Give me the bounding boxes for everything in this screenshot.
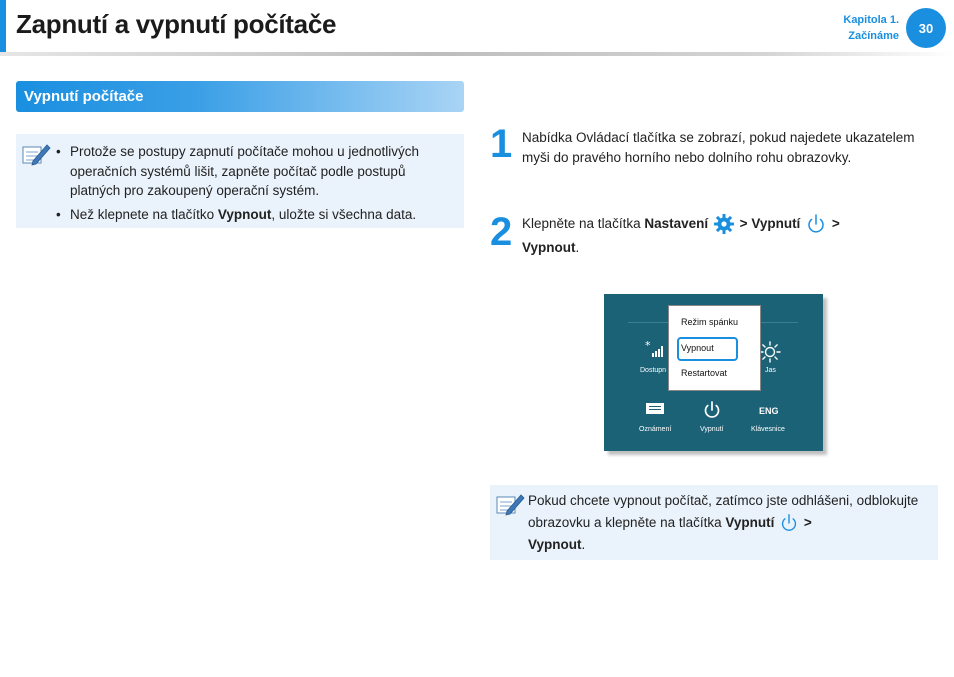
menu-item-sleep[interactable]: Režim spánku <box>681 317 739 327</box>
chapter-number: Kapitola 1. <box>843 14 899 26</box>
menu-item-shutdown[interactable]: Vypnout <box>681 343 714 353</box>
note-pencil-icon <box>495 491 525 517</box>
note-box <box>16 134 464 228</box>
panel-label-network: Dostupn <box>640 367 667 374</box>
panel-label-keyboard: Klávesnice <box>751 426 785 433</box>
step-text: Nabídka Ovládací tlačítka se zobrazí, pokud najedete ukazatelem myši do pravého horního nebo dolního rohu obrazovky. <box>522 130 915 165</box>
header-divider <box>0 52 954 56</box>
chapter-label <box>843 12 899 44</box>
note-box <box>490 485 938 560</box>
note-item: • Než klepnete na tlačítko Vypnout, uložte si všechna data. <box>56 205 456 225</box>
section-heading-bar <box>16 81 464 112</box>
gear-icon <box>712 212 736 236</box>
note-item: • Protože se postupy zapnutí počítače mohou u jednotlivých operačních systémů lišit, zapněte počítač podle postupů platných pro zakoupený operační systém. <box>56 142 456 201</box>
power-icon <box>778 512 800 534</box>
panel-label-notifications: Oznámení <box>639 426 672 433</box>
page-number-badge: 30 <box>906 8 946 48</box>
svg-text:*: * <box>645 340 651 352</box>
keyboard-language-code: ENG <box>759 406 779 416</box>
power-menu-popup <box>668 305 761 391</box>
notifications-icon <box>646 403 664 417</box>
panel-label-brightness: Jas <box>765 367 776 374</box>
network-icon <box>645 340 667 358</box>
brightness-icon <box>759 341 781 363</box>
page-title: Zapnutí a vypnutí počítače <box>16 9 337 39</box>
chapter-name: Začínáme <box>848 30 899 42</box>
panel-label-power: Vypnutí <box>700 426 724 433</box>
section-heading: Vypnutí počítače <box>24 88 144 105</box>
step-text: Klepněte na tlačítka Nastavení > Vypnutí > Vypnout. <box>522 212 922 260</box>
step-number: 1 <box>490 122 513 166</box>
step-number: 2 <box>490 210 513 254</box>
header-accent-bar <box>0 0 6 52</box>
menu-item-restart[interactable]: Restartovat <box>681 368 728 378</box>
power-icon <box>702 400 722 420</box>
note-list <box>56 142 456 228</box>
note-text: Pokud chcete vypnout počítač, zatímco jste odhlášeni, odblokujte obrazovku a klepněte na tlačítka Vypnutí > Vypnout. <box>528 493 919 553</box>
note-pencil-icon <box>21 141 51 167</box>
power-icon <box>804 212 828 236</box>
